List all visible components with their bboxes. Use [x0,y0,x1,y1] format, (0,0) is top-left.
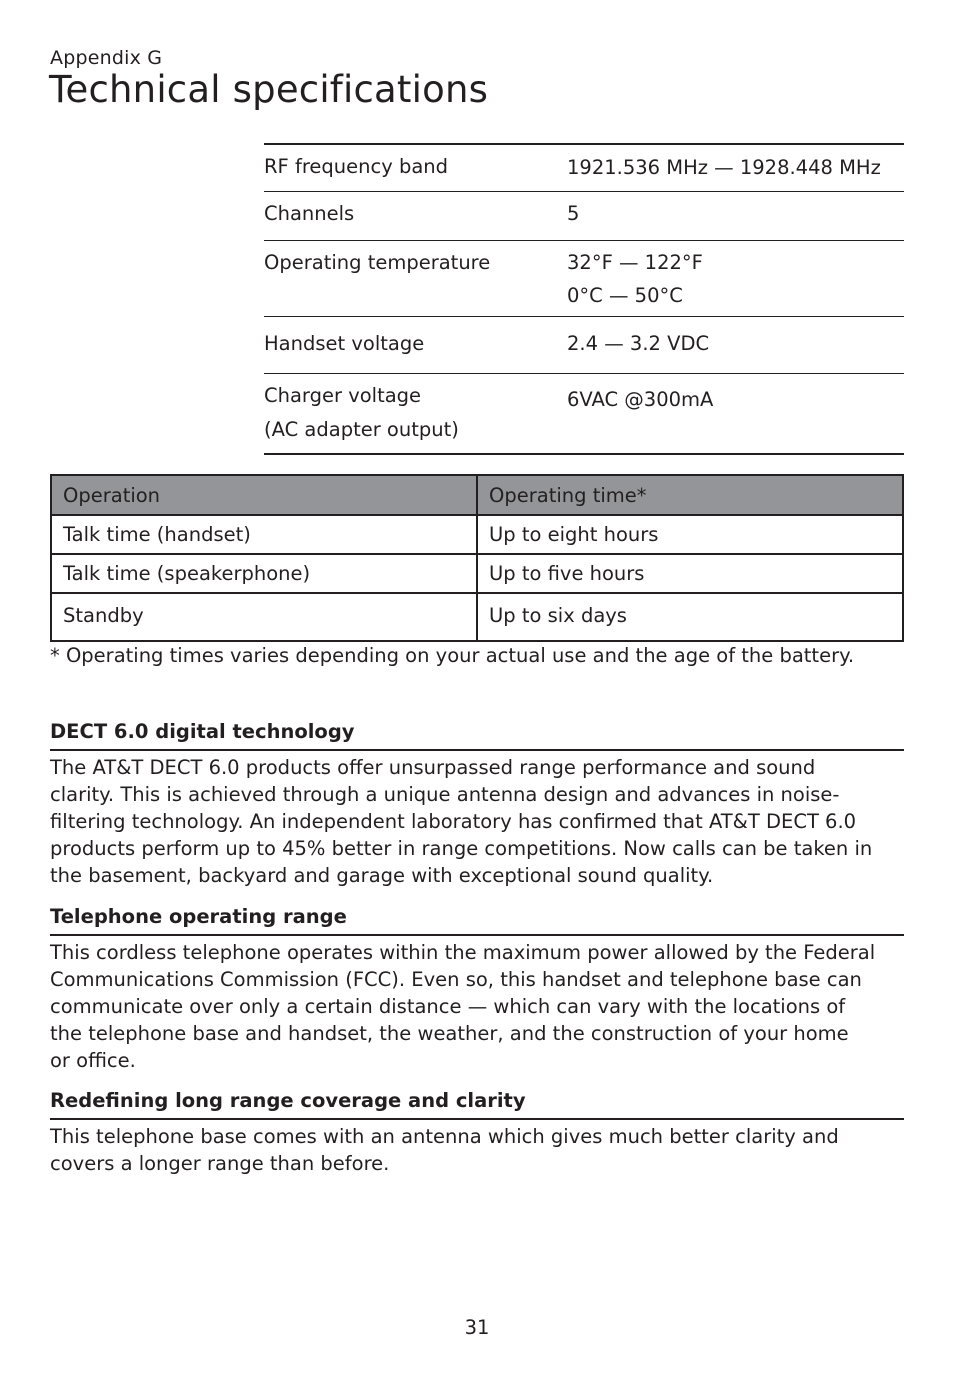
body-line: products perform up to 45% better in range competitions. Now calls can be taken in [50,837,873,860]
table-cell: Up to eight hours [477,515,903,554]
spec-value: 6VAC @300mA [567,388,714,411]
spec-table [264,143,904,455]
body-line: filtering technology. An independent laboratory has confirmed that AT&T DECT 6.0 [50,810,857,833]
section-body [50,754,904,889]
section-heading: Telephone operating range [50,904,904,936]
spec-value: 5 [567,202,580,225]
body-line: The AT&T DECT 6.0 products offer unsurpassed range performance and sound [50,756,816,779]
spec-label: Handset voltage [264,332,425,355]
spec-row-rf-frequency [264,145,904,192]
table-cell: Up to six days [477,593,903,641]
section-body [50,939,904,1074]
spec-row-charger-voltage [264,374,904,455]
table-header-row [51,475,903,515]
page-number: 31 [464,1316,490,1339]
spec-row-handset-voltage [264,317,904,374]
section-dect-technology [50,719,904,889]
section-body [50,1123,904,1177]
spec-value: 0°C — 50°C [567,284,683,307]
body-line: This cordless telephone operates within the maximum power allowed by the Federal [50,941,876,964]
table-cell: Up to five hours [477,554,903,593]
spec-label: RF frequency band [264,155,449,178]
table-row [51,554,903,593]
spec-row-channels [264,192,904,241]
table-cell: Talk time (handset) [51,515,477,554]
operating-time-table [50,474,904,642]
spec-value: 1921.536 MHz — 1928.448 MHz [567,156,881,179]
spec-label: Operating temperature [264,251,491,274]
section-heading: Redefining long range coverage and clarity [50,1088,904,1120]
spec-label: (AC adapter output) [264,418,459,441]
body-line: clarity. This is achieved through a unique antenna design and advances in noise- [50,783,840,806]
spec-value: 32°F — 122°F [567,251,703,274]
table-row [51,593,903,641]
table-row [51,515,903,554]
operating-time-footnote: * Operating times varies depending on your actual use and the age of the battery. [50,644,855,667]
spec-value: 2.4 — 3.2 VDC [567,332,710,355]
page-title: Technical specifications [49,68,489,111]
section-long-range [50,1088,904,1177]
spec-row-operating-temperature [264,241,904,317]
table-cell: Talk time (speakerphone) [51,554,477,593]
spec-label: Channels [264,202,355,225]
section-heading: DECT 6.0 digital technology [50,719,904,751]
body-line: the telephone base and handset, the weather, and the construction of your home [50,1022,849,1045]
body-line: Communications Commission (FCC). Even so, this handset and telephone base can [50,968,862,991]
body-line: the basement, backyard and garage with exceptional sound quality. [50,864,714,887]
body-line: communicate over only a certain distance — which can vary with the locations of [50,995,846,1018]
body-line: covers a longer range than before. [50,1152,390,1175]
body-line: This telephone base comes with an antenna which gives much better clarity and [50,1125,839,1148]
body-line: or office. [50,1049,136,1072]
column-header-operating-time: Operating time* [477,475,903,515]
spec-label: Charger voltage [264,384,422,407]
table-cell: Standby [51,593,477,641]
column-header-operation: Operation [51,475,477,515]
appendix-label: Appendix G [50,47,163,69]
section-operating-range [50,904,904,1074]
